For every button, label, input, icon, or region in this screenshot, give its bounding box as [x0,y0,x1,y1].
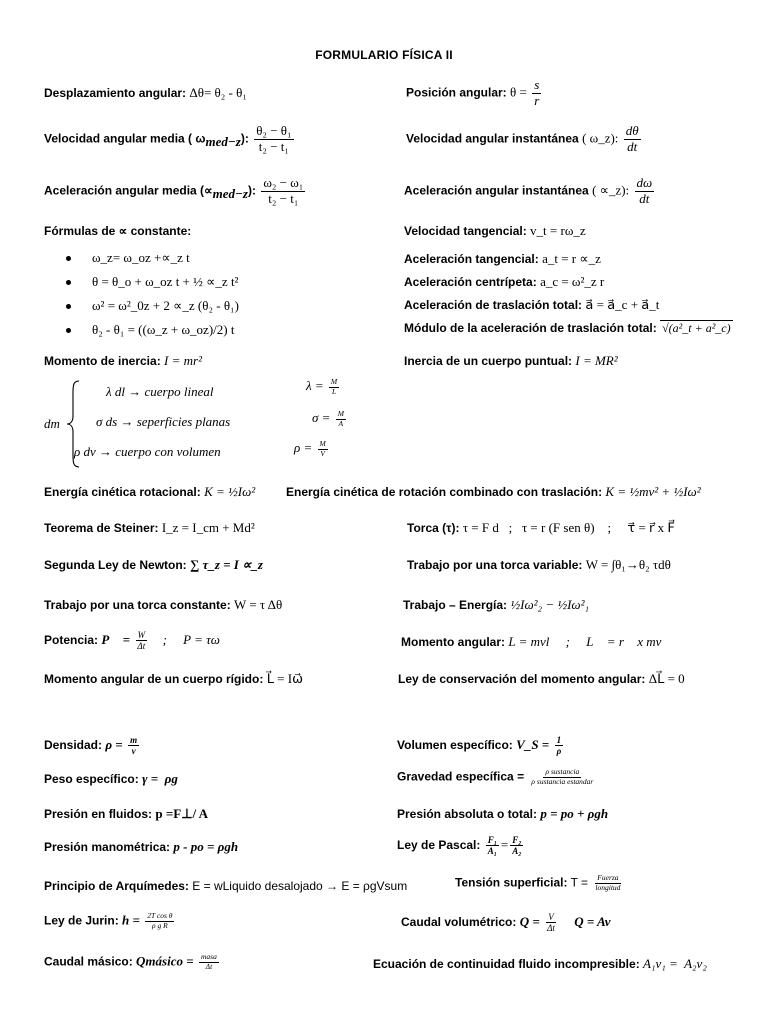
specific-gravity-label: Gravedad específica = [397,769,525,784]
fraction-numerator: Fuerza [597,873,619,882]
density-symbol: ρ = [105,737,123,753]
fluid-pressure-formula: p =F⊥/ A [155,806,209,821]
archimedes-principle-label: Principio de Arquímedes: [44,879,189,893]
acceleration-magnitude-label: Módulo de la aceleración de traslación total: [404,321,657,335]
instant-angular-velocity [406,124,643,155]
fraction-denominator: ρ g R [152,920,168,930]
continuity-equation-formula: A₁v₁ = A₂v₂ [643,956,707,971]
tangential-velocity [404,224,586,238]
instant-angular-velocity-fraction [624,124,641,155]
fraction-denominator: t₂ − t₁ [268,190,299,206]
surface-tension [455,874,624,892]
instant-angular-acceleration-label: Aceleración angular instantánea [404,183,589,198]
angular-momentum-label: Momento angular: [401,635,505,649]
linear-density-fraction [329,378,339,396]
mean-angular-velocity-subscript: med−z [205,134,241,149]
fraction-numerator: 1 [556,735,562,745]
mean-angular-acceleration-label: Aceleración angular media (∝ [44,183,213,198]
volume-density [294,440,330,458]
fraction-numerator: dω [636,175,653,190]
tangential-acceleration-formula: a_t = r ∝_z [542,251,601,266]
fraction-denominator: longitud [595,882,621,892]
combined-kinetic-energy-label: Energía cinética de rotación combinado con traslación: [286,485,603,499]
density-fraction [128,735,139,757]
fraction-numerator: dθ [625,123,639,138]
dm-symbol: dm [44,416,60,431]
point-body-inertia-formula: I = MR² [575,353,618,368]
mass-flow-fraction [199,953,219,971]
fraction-denominator: ρ sustancia estandar [531,776,594,786]
centripetal-acceleration-label: Aceleración centrípeta: [404,275,537,289]
specific-volume [397,735,565,757]
jurin-law [44,912,176,930]
work-energy [403,598,589,612]
jurin-law-fraction [145,912,174,930]
specific-volume-label: Volumen específico: [397,738,513,753]
fraction-denominator: A [338,418,344,428]
tangential-velocity-formula: v_t = rω_z [530,223,586,238]
fluid-pressure-label: Presión en fluidos: [44,807,153,821]
dm-case-surface: σ ds → seperficies planas [96,414,231,429]
fraction-numerator: 2T cos θ [147,911,173,920]
rotational-kinetic-energy-label: Energía cinética rotacional: [44,485,201,499]
moment-of-inertia [44,354,202,368]
angular-position-label: Posición angular: [406,85,507,100]
tangential-velocity-label: Velocidad tangencial: [404,224,527,238]
linear-density [306,378,341,396]
rotational-kinetic-energy-formula: K = ½Iω² [204,484,256,499]
fraction-denominator: L [331,386,337,396]
steiner-theorem-label: Teorema de Steiner: [44,521,159,535]
mean-angular-velocity-close: ): [240,131,249,146]
instant-angular-acceleration [404,176,656,207]
absolute-pressure-label: Presión absoluta o total: [397,807,538,821]
gauge-pressure-label: Presión manométrica: [44,840,171,854]
total-translation-acceleration-label: Aceleración de traslación total: [404,298,583,312]
mass-flow-symbol: Qmásico = [136,953,194,969]
moment-of-inertia-formula: I = mr² [164,353,202,368]
density [44,735,141,757]
surface-tension-fraction [593,874,622,892]
fraction-numerator: m [130,735,138,745]
absolute-pressure [397,807,608,821]
fraction-denominator: dt [639,190,650,206]
list-item: ω_z= ω_oz +∝_z t [62,247,239,271]
specific-volume-fraction [555,735,564,757]
linear-density-prefix: λ = [306,378,324,394]
gauge-pressure-formula: p - po = ρgh [173,839,239,854]
specific-volume-symbol: V_S = [516,737,550,753]
power-label: Potencia: [44,633,99,648]
fraction-denominator: A₂ [512,846,522,857]
volumetric-flow [401,912,611,934]
volumetric-flow-label: Caudal volumétrico: [401,915,517,930]
fraction-denominator: ρ [556,746,562,757]
pascal-law: Ley de Pascal: $\frac{\text{F₁}}{\text{A₁}}$ = $\frac{\text{F₂}}{\text{A₂}}$ [397,835,522,857]
instant-angular-acceleration-symbol: ( ∝_z): [592,182,630,198]
archimedes-principle [44,879,407,893]
variable-torque-work-formula: W = ∫θ₁→θ₂ τdθ [585,557,671,572]
point-body-inertia-label: Inercia de un cuerpo puntual: [404,354,573,368]
list-item: ω² = ω²_0z + 2 ∝_z (θ₂ - θ₁) [62,295,239,319]
absolute-pressure-formula: p = po + ρgh [540,806,609,821]
angular-momentum-conservation-formula: ΔL⃗ = 0 [648,671,685,686]
jurin-law-label: Ley de Jurin: [44,913,119,928]
list-item: θ₂ - θ₁ = ((ω_z + ω_oz)/2) t [62,319,239,343]
surface-tension-label: Tensión superficial: [455,875,568,890]
torque [407,521,675,535]
continuity-equation-label: Ecuación de continuidad fluido incompresible: [373,957,640,971]
mean-angular-velocity-label: Velocidad angular media ( ω [44,131,206,146]
point-body-inertia [404,354,618,368]
power-alt-formula: ; P = τω [162,632,220,648]
angular-displacement [44,86,247,100]
newton-second-law-label: Segunda Ley de Newton: [44,558,187,572]
mean-angular-acceleration-fraction [261,176,305,207]
moment-of-inertia-label: Momento de inercia: [44,354,161,368]
constant-torque-work [44,598,282,612]
torque-label: Torca (τ): [407,521,460,535]
fraction-numerator: s [534,77,540,92]
archimedes-principle-formula: E = wLiquido desalojado → E = ρgVsum [192,879,408,893]
volume-density-prefix: ρ = [294,440,313,456]
angular-displacement-label: Desplazamiento angular: [44,86,187,100]
fraction-denominator: Δt [137,641,146,652]
surface-density-fraction [336,410,346,428]
fraction-denominator: Δt [547,923,555,934]
constant-acceleration-label: Fórmulas de ∝ constante: [44,224,192,238]
angular-position-prefix: θ = [510,84,527,100]
pascal-law-label: Ley de Pascal: [397,838,481,853]
fraction-numerator: F₁ [487,835,497,845]
rigid-body-angular-momentum-formula: L⃗ = Iω⃗ [266,671,303,686]
volumetric-flow-symbol: Q = [519,914,540,930]
surface-density [312,410,348,428]
tangential-acceleration-label: Aceleración tangencial: [404,252,539,266]
fraction-denominator: t₂ − t₁ [258,138,289,154]
angular-momentum [401,635,672,649]
mean-angular-acceleration [44,176,307,207]
angular-displacement-formula: Δθ= θ₂ - θ₁ [189,85,247,100]
power-symbol: P⃗ = [101,632,131,648]
angular-position-fraction [532,78,541,109]
fraction-numerator: V [548,912,554,922]
work-energy-label: Trabajo – Energía: [403,598,508,612]
gauge-pressure [44,840,238,854]
acceleration-magnitude [404,320,733,335]
fraction-numerator: M [337,409,344,418]
pascal-law-fraction-left [486,835,499,857]
specific-weight-label: Peso específico: [44,772,139,786]
combined-kinetic-energy [286,485,701,499]
centripetal-acceleration-formula: a_c = ω²_z r [540,274,605,289]
mean-angular-acceleration-subscript: med−z [212,186,248,201]
fraction-numerator: W [137,630,146,640]
fraction-denominator: r [534,92,540,108]
mean-angular-velocity [44,124,296,155]
instant-angular-acceleration-fraction [635,176,655,207]
fraction-numerator: ω₂ − ω₁ [263,175,304,190]
fraction-numerator: F₂ [512,835,522,845]
fraction-numerator: masa [201,952,217,961]
steiner-theorem [44,521,255,535]
surface-density-prefix: σ = [312,410,331,426]
mass-flow [44,953,221,971]
mass-flow-label: Caudal másico: [44,954,133,969]
instant-angular-velocity-symbol: ( ω_z): [582,130,619,146]
fraction-denominator: Δt [205,961,213,971]
newton-second-law-rotation [44,558,263,572]
variable-torque-work-label: Trabajo por una torca variable: [407,558,583,572]
constant-acceleration-formulas-heading [44,224,191,238]
constant-acceleration-list [62,247,239,343]
dm-case-volume: ρ dv → cuerpo con volumen [74,444,221,459]
steiner-theorem-formula: I_z = I_cm + Md² [161,520,255,535]
angular-momentum-conservation [398,672,685,686]
rotational-kinetic-energy [44,485,255,499]
document-title: FORMULARIO FÍSICA II [315,48,453,62]
rigid-body-angular-momentum-label: Momento angular de un cuerpo rígido: [44,672,264,686]
acceleration-magnitude-formula: √(a²_t + a²_c) [662,321,731,335]
volumetric-flow-fraction [545,912,557,934]
angular-momentum-conservation-label: Ley de conservación del momento angular: [398,672,646,686]
mean-angular-acceleration-close: ): [247,183,256,198]
pascal-law-fraction-right [510,835,523,857]
list-item: θ = θ_o + ω_oz t + ½ ∝_z t² [62,271,239,295]
density-label: Densidad: [44,738,103,753]
specific-gravity [397,768,597,786]
fraction-numerator: M [319,439,326,448]
torque-formula: τ = F d ; τ = r (F sen θ) ; τ⃗ = r⃗ x F⃗ [462,520,675,535]
volume-density-fraction [318,440,328,458]
newton-second-law-formula: ∑ τ_z = I ∝_z [190,557,263,572]
fraction-denominator: V [320,448,325,458]
total-translation-acceleration-formula: a⃗ = a⃗_c + a⃗_t [585,297,660,312]
power [44,630,220,652]
dm-case-linear: λ dl → cuerpo lineal [106,384,214,399]
tangential-acceleration [404,252,601,266]
specific-weight-formula: γ = ρg [142,771,178,786]
work-energy-formula: ½Iω²₂ − ½Iω²₁ [510,597,590,612]
variable-torque-work [407,558,671,572]
specific-gravity-fraction [529,768,595,786]
angular-momentum-formula: L = mvl ; L⃗ = r⃗ x mv⃗ [508,634,672,649]
volumetric-flow-alt-formula: Q = Av [574,914,611,930]
mass-element-cases [44,378,384,470]
rigid-body-angular-momentum [44,672,303,686]
constant-torque-work-formula: W = τ Δθ [234,597,283,612]
jurin-law-symbol: h = [122,912,140,928]
fraction-denominator: dt [627,138,638,154]
surface-tension-symbol: T = [570,875,589,890]
fraction-denominator: A₁ [487,846,497,857]
constant-torque-work-label: Trabajo por una torca constante: [44,598,231,612]
continuity-equation [373,957,707,971]
instant-angular-velocity-label: Velocidad angular instantánea [406,131,579,146]
fluid-pressure [44,807,208,821]
fraction-numerator: M [330,377,338,386]
angular-position [406,78,543,109]
combined-kinetic-energy-formula: K = ½mv² + ½Iω² [605,484,701,499]
fraction-numerator: ρ sustancia [545,767,580,776]
fraction-numerator: θ₂ − θ₁ [256,123,292,138]
centripetal-acceleration [404,275,604,289]
power-fraction [135,630,147,652]
mean-angular-velocity-fraction [254,124,293,155]
fraction-denominator: v [131,746,136,757]
total-translation-acceleration [404,298,659,312]
specific-weight [44,772,178,786]
